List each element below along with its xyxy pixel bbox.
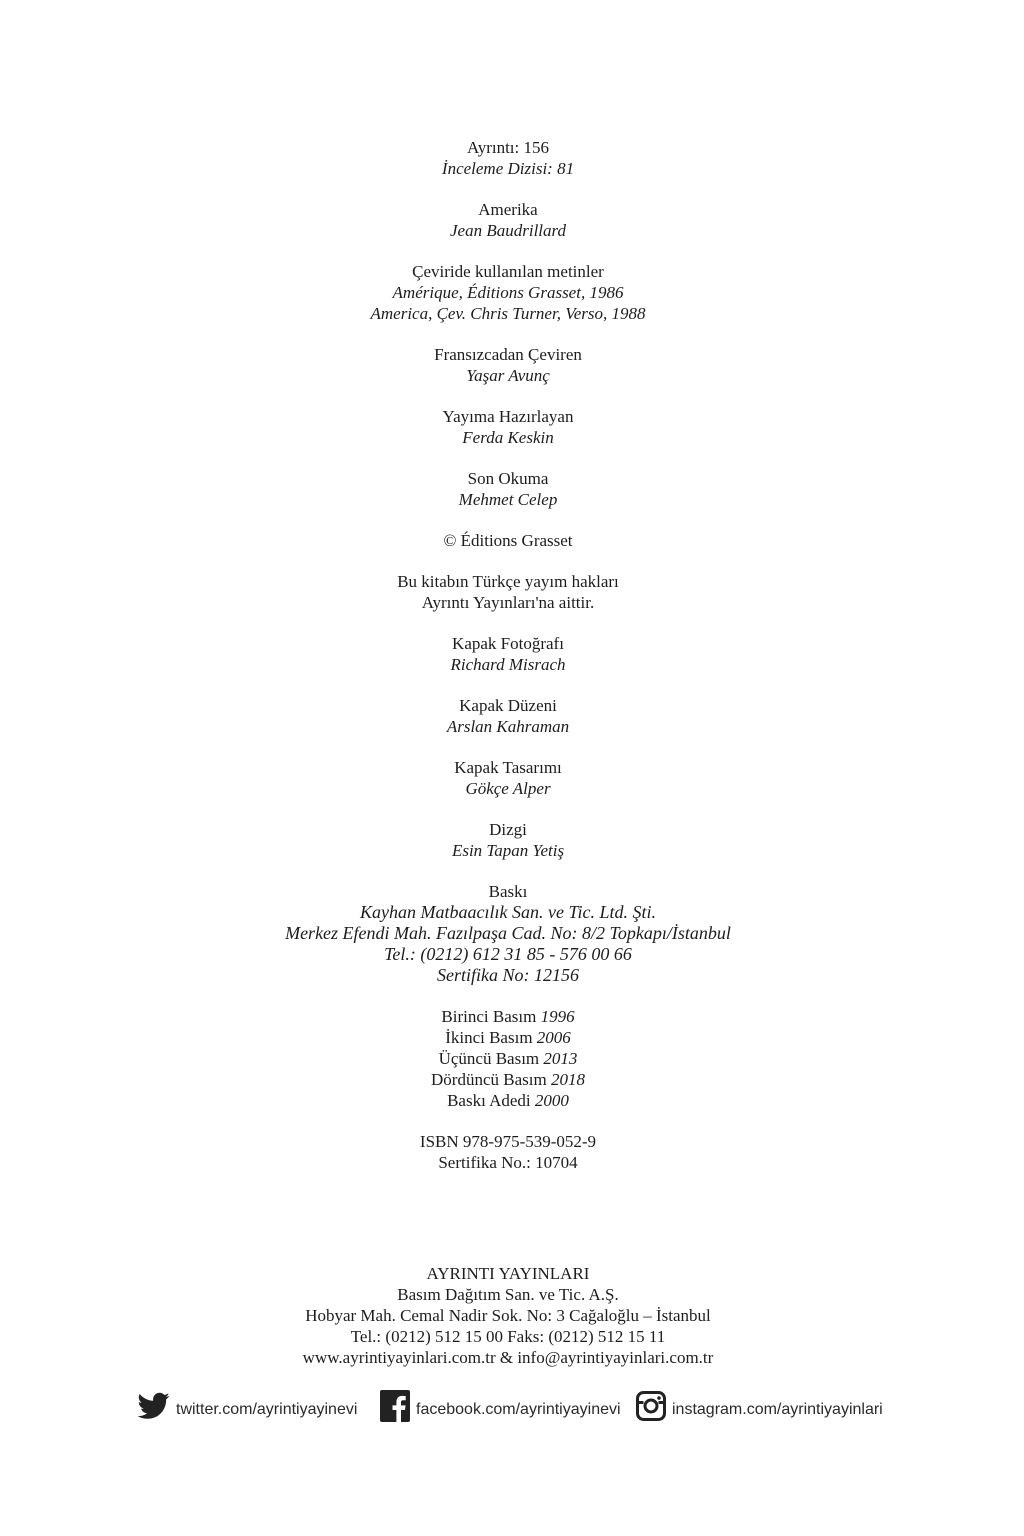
- isbn-block: [0, 1131, 1016, 1173]
- publisher-company: Basım Dağıtım San. ve Tic. A.Ş.: [397, 1285, 619, 1304]
- twitter-label: twitter.com/ayrintiyayinevi: [176, 1401, 358, 1418]
- colophon: [0, 137, 1016, 1173]
- credit-role: Dizgi: [489, 820, 527, 839]
- credit-editor: [0, 406, 1016, 448]
- printer-certificate: Sertifika No: 12156: [437, 965, 579, 985]
- credit-name: Gökçe Alper: [465, 779, 551, 798]
- rights-line: Bu kitabın Türkçe yayım hakları: [397, 572, 619, 591]
- credit-cover-photo: [0, 633, 1016, 675]
- credit-cover-layout: [0, 695, 1016, 737]
- credit-cover-design: [0, 757, 1016, 799]
- credit-role: Kapak Fotoğrafı: [452, 634, 564, 653]
- rights-block: [0, 571, 1016, 613]
- copyright-notice: © Éditions Grasset: [443, 531, 573, 550]
- credit-role: Kapak Düzeni: [459, 696, 557, 715]
- printing-label: Baskı: [488, 882, 528, 901]
- publisher-web[interactable]: www.ayrintiyayinlari.com.tr & info@ayrintiyayinlari.com.tr: [302, 1348, 714, 1367]
- instagram-icon: [636, 1391, 666, 1421]
- publisher-address: Hobyar Mah. Cemal Nadir Sok. No: 3 Cağaloğlu – İstanbul: [305, 1306, 711, 1325]
- facebook-label: facebook.com/ayrintiyayinevi: [416, 1401, 621, 1418]
- credit-name: Arslan Kahraman: [446, 717, 570, 736]
- edition-line: Üçüncü Basım 2013: [438, 1049, 578, 1068]
- series-number: Ayrıntı: 156: [466, 138, 550, 157]
- credit-name: Ferda Keskin: [462, 428, 554, 447]
- source-text-item: America, Çev. Chris Turner, Verso, 1988: [370, 304, 646, 323]
- edition-line: İkinci Basım 2006: [445, 1028, 571, 1047]
- source-text-item: Amérique, Éditions Grasset, 1986: [392, 283, 624, 302]
- edition-line: Birinci Basım 1996: [441, 1007, 575, 1026]
- twitter-link[interactable]: [138, 1388, 357, 1424]
- printer-name: Kayhan Matbaacılık San. ve Tic. Ltd. Şti.: [360, 902, 656, 922]
- facebook-icon: [380, 1390, 410, 1422]
- print-run-line: Baskı Adedi 2000: [447, 1091, 569, 1110]
- publisher-phone: Tel.: (0212) 512 15 00 Faks: (0212) 512 15 11: [350, 1327, 666, 1346]
- source-texts-label: Çeviride kullanılan metinler: [412, 262, 604, 281]
- instagram-link[interactable]: [636, 1388, 883, 1424]
- publisher-block: [0, 1263, 1016, 1368]
- social-links: [138, 1388, 898, 1424]
- isbn: ISBN 978-975-539-052-9: [419, 1132, 597, 1151]
- series-block: [0, 137, 1016, 179]
- publisher-certificate: Sertifika No.: 10704: [438, 1153, 578, 1172]
- credit-role: Fransızcadan Çeviren: [434, 345, 582, 364]
- printer-address: Merkez Efendi Mah. Fazılpaşa Cad. No: 8/2 Topkapı/İstanbul: [285, 923, 731, 943]
- credit-role: Kapak Tasarımı: [454, 758, 562, 777]
- facebook-link[interactable]: [380, 1388, 621, 1424]
- subseries-number: İnceleme Dizisi: 81: [441, 159, 575, 178]
- credit-name: Mehmet Celep: [458, 490, 558, 509]
- book-author: Jean Baudrillard: [450, 221, 566, 240]
- publisher-name: AYRINTI YAYINLARI: [426, 1264, 590, 1283]
- credit-name: Richard Misrach: [450, 655, 566, 674]
- credit-name: Yaşar Avunç: [466, 366, 550, 385]
- printer-phone: Tel.: (0212) 612 31 85 - 576 00 66: [384, 944, 632, 964]
- copyright-block: [0, 530, 1016, 551]
- credit-typesetting: [0, 819, 1016, 861]
- instagram-label: instagram.com/ayrintiyayinlari: [672, 1401, 883, 1418]
- source-texts-block: [0, 261, 1016, 324]
- credit-role: Son Okuma: [467, 469, 549, 488]
- credit-proofreader: [0, 468, 1016, 510]
- credit-role: Yayıma Hazırlayan: [442, 407, 574, 426]
- book-block: [0, 199, 1016, 241]
- credit-translator: [0, 344, 1016, 386]
- printing-block: [0, 881, 1016, 986]
- edition-line: Dördüncü Basım 2018: [431, 1070, 585, 1089]
- rights-line: Ayrıntı Yayınları'na aittir.: [421, 593, 595, 612]
- credit-name: Esin Tapan Yetiş: [451, 841, 565, 860]
- twitter-bird-icon: [138, 1392, 170, 1420]
- editions-block: [0, 1006, 1016, 1111]
- book-title: Amerika: [478, 200, 538, 219]
